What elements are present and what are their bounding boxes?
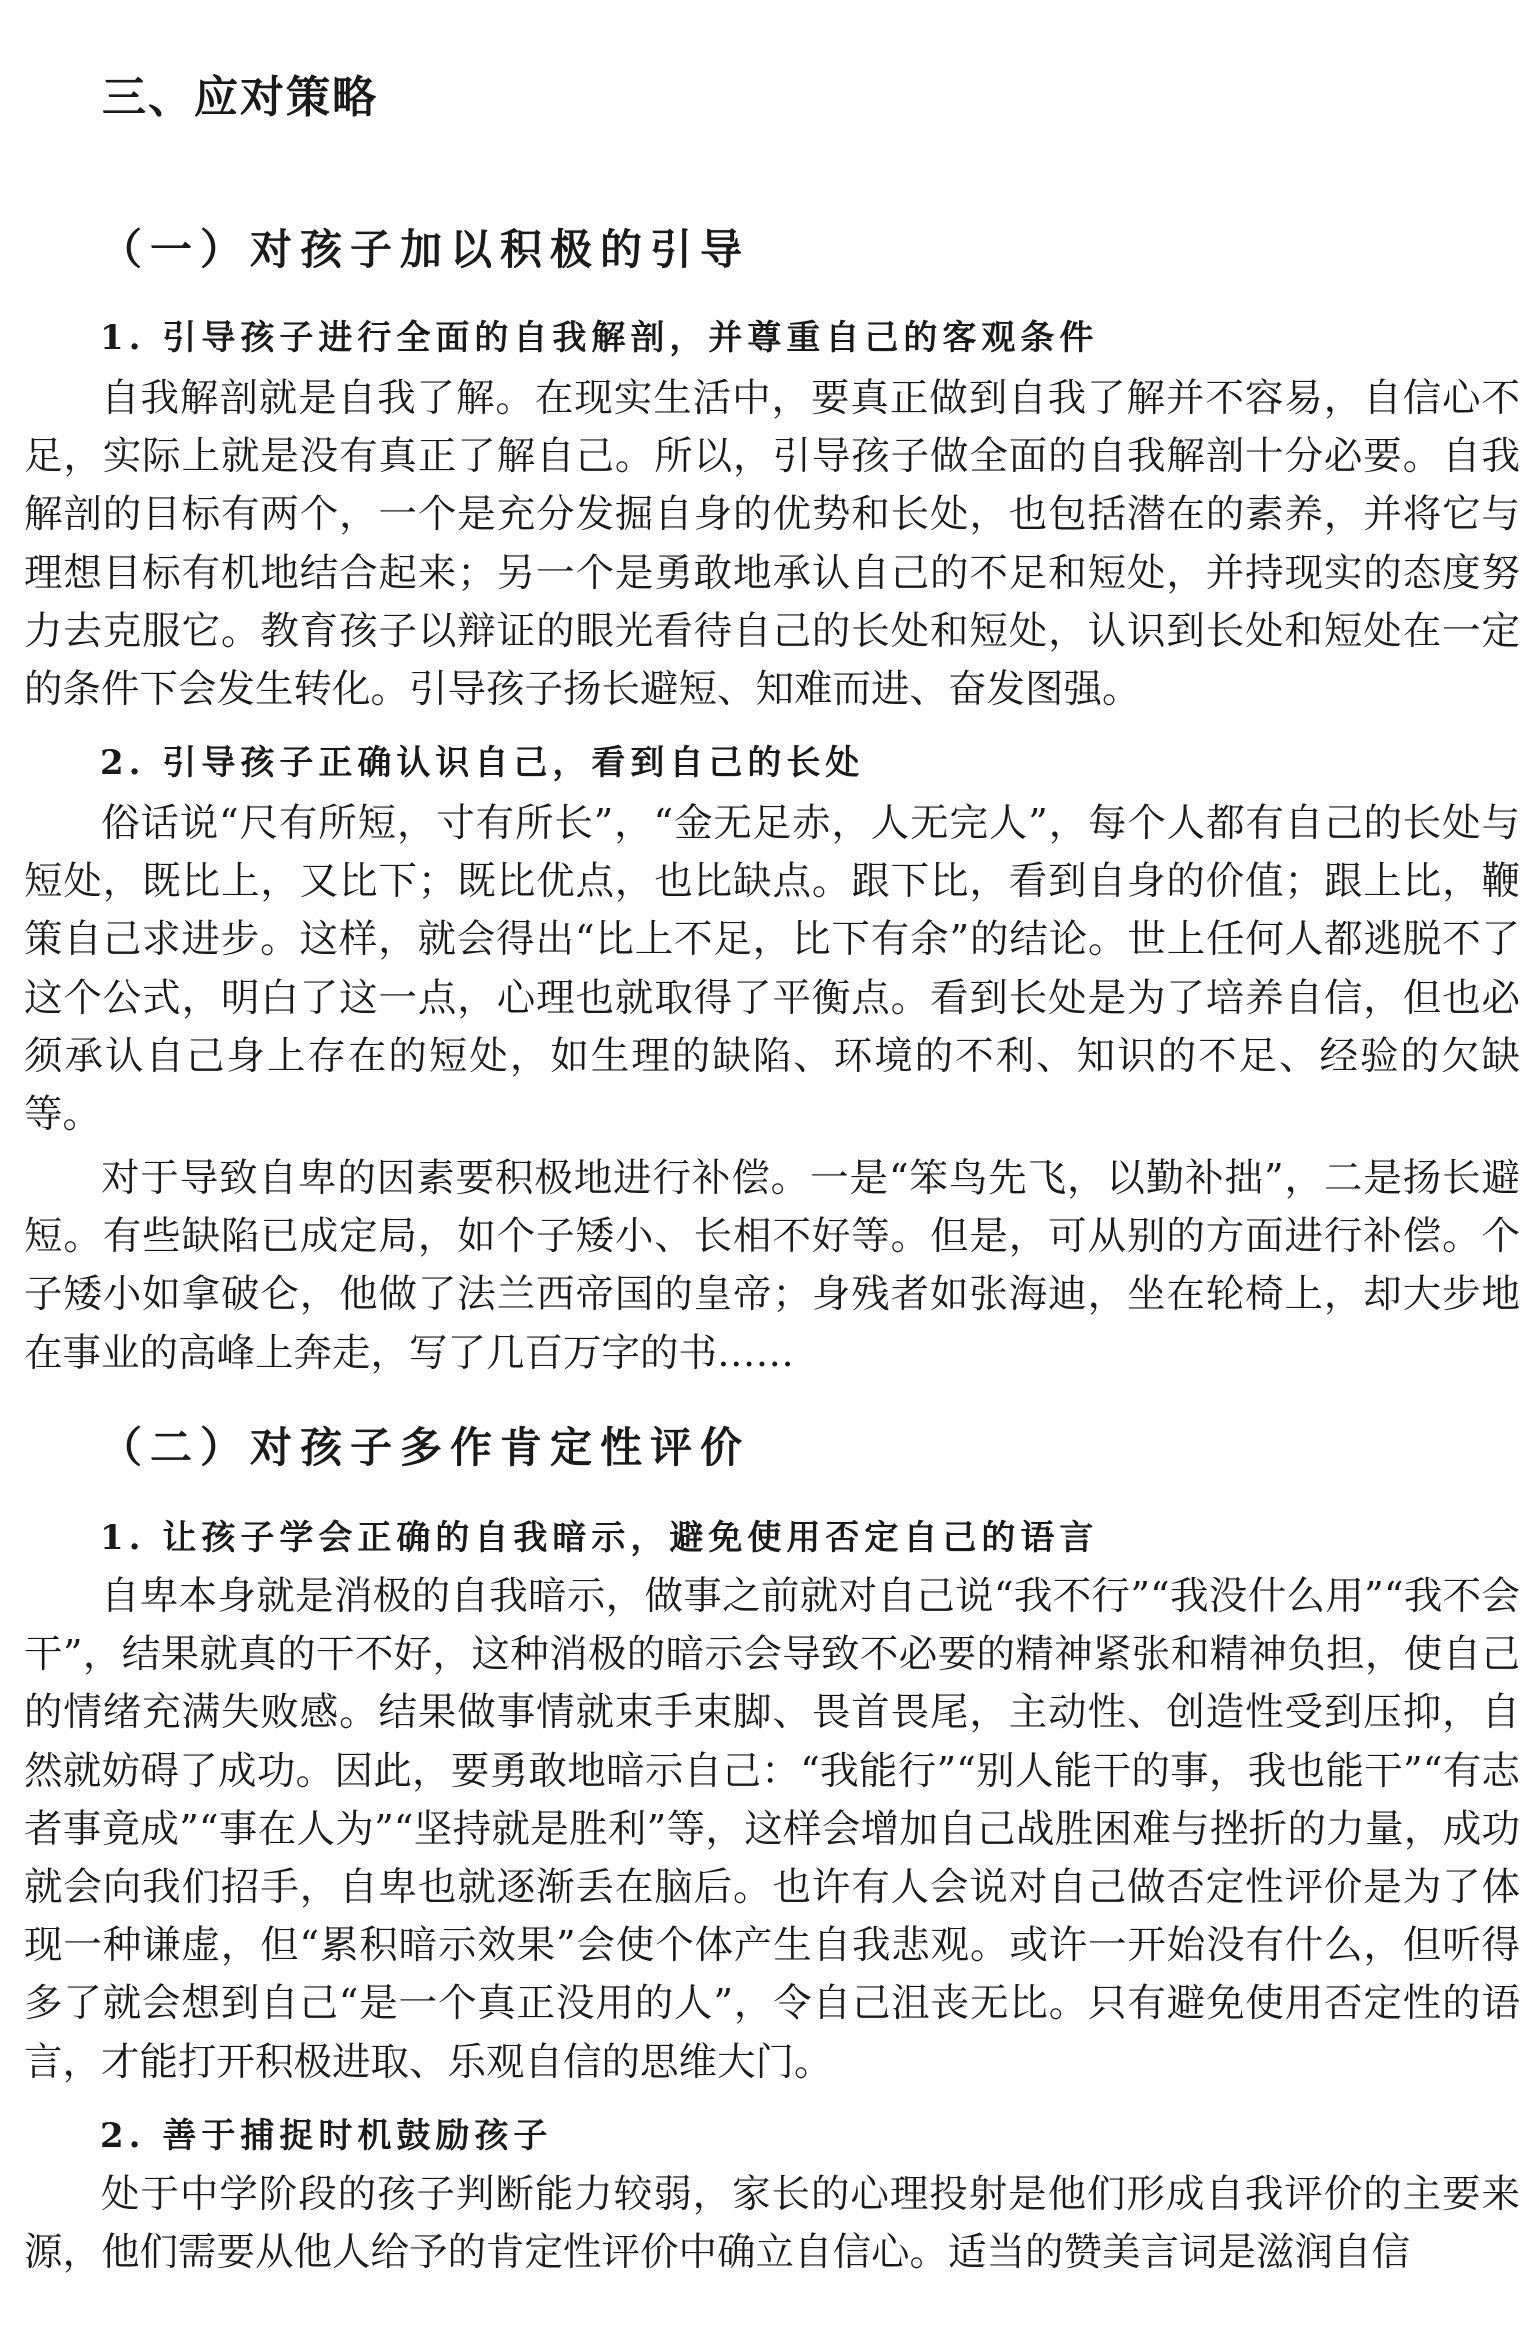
- section-heading: 三、应对策略: [102, 72, 378, 123]
- item-heading-2-1: 1. 让孩子学会正确的自我暗示，避免使用否定自己的语言: [100, 1518, 1099, 1558]
- paragraph-compensation: 对于导致自卑的因素要积极地进行补偿。一是“笨鸟先飞，以勤补拙”，二是扬长避短。有些缺陷已成定局，如个子矮小、长相不好等。但是，可从别的方面进行补偿。个子矮小如拿破仑，他做了法兰西帝国的皇帝；身残者如张海迪，坐在轮椅上，却大步地在事业的高峰上奔走，写了几百万字的书……: [24, 1156, 1520, 1376]
- subsection-heading-2: （二）对孩子多作肯定性评价: [100, 1423, 751, 1472]
- paragraph-self-analysis: 自我解剖就是自我了解。在现实生活中，要真正做到自我了解并不容易，自信心不足，实际上就是没有真正了解自己。所以，引导孩子做全面的自我解剖十分必要。自我解剖的目标有两个，一个是充分发掘自身的优势和长处，也包括潜在的素养，并将它与理想目标有机地结合起来；另一个是勇敢地承认自己的不足和短处，并持现实的态度努力去克服它。教育孩子以辩证的眼光看待自己的长处和短处，认识到长处和短处在一定的条件下会发生转化。引导孩子扬长避短、知难而进、奋发图强。: [24, 376, 1520, 713]
- paragraph-strengths: 俗话说“尺有所短，寸有所长”，“金无足赤，人无完人”，每个人都有自己的长处与短处，既比上，又比下；既比优点，也比缺点。跟下比，看到自身的价值；跟上比，鞭策自己求进步。这样，就会得出“比上不足，比下有余”的结论。世上任何人都逃脱不了这个公式，明白了这一点，心理也就取得了平衡点。看到长处是为了培养自信，但也必须承认自己身上存在的短处，如生理的缺陷、环境的不利、知识的不足、经验的欠缺等。: [24, 801, 1520, 1138]
- subsection-heading-1: （一）对孩子加以积极的引导: [100, 225, 751, 274]
- paragraph-encouragement: 处于中学阶段的孩子判断能力较弱，家长的心理投射是他们形成自我评价的主要来源，他们需要从他人给予的肯定性评价中确立自信心。适当的赞美言词是滋润自信: [24, 2172, 1520, 2276]
- item-heading-1-1: 1. 引导孩子进行全面的自我解剖，并尊重自己的客观条件: [100, 318, 1099, 358]
- paragraph-self-suggestion: 自卑本身就是消极的自我暗示，做事之前就对自己说“我不行”“我没什么用”“我不会干”，结果就真的干不好，这种消极的暗示会导致不必要的精神紧张和精神负担，使自己的情绪充满失败感。结果做事情就束手束脚、畏首畏尾，主动性、创造性受到压抑，自然就妨碍了成功。因此，要勇敢地暗示自己：“我能行”“别人能干的事，我也能干”“有志者事竟成”“事在人为”“坚持就是胜利”等，这样会增加自己战胜困难与挫折的力量，成功就会向我们招手，自卑也就逐渐丢在脑后。也许有人会说对自己做否定性评价是为了体现一种谦虚，但“累积暗示效果”会使个体产生自我悲观。或许一开始没有什么，但听得多了就会想到自己“是一个真正没用的人”，令自己沮丧无比。只有避免使用否定性的语言，才能打开积极进取、乐观自信的思维大门。: [24, 1574, 1520, 2085]
- item-heading-2-2: 2. 善于捕捉时机鼓励孩子: [100, 2116, 553, 2156]
- item-heading-1-2: 2. 引导孩子正确认识自己，看到自己的长处: [100, 743, 865, 783]
